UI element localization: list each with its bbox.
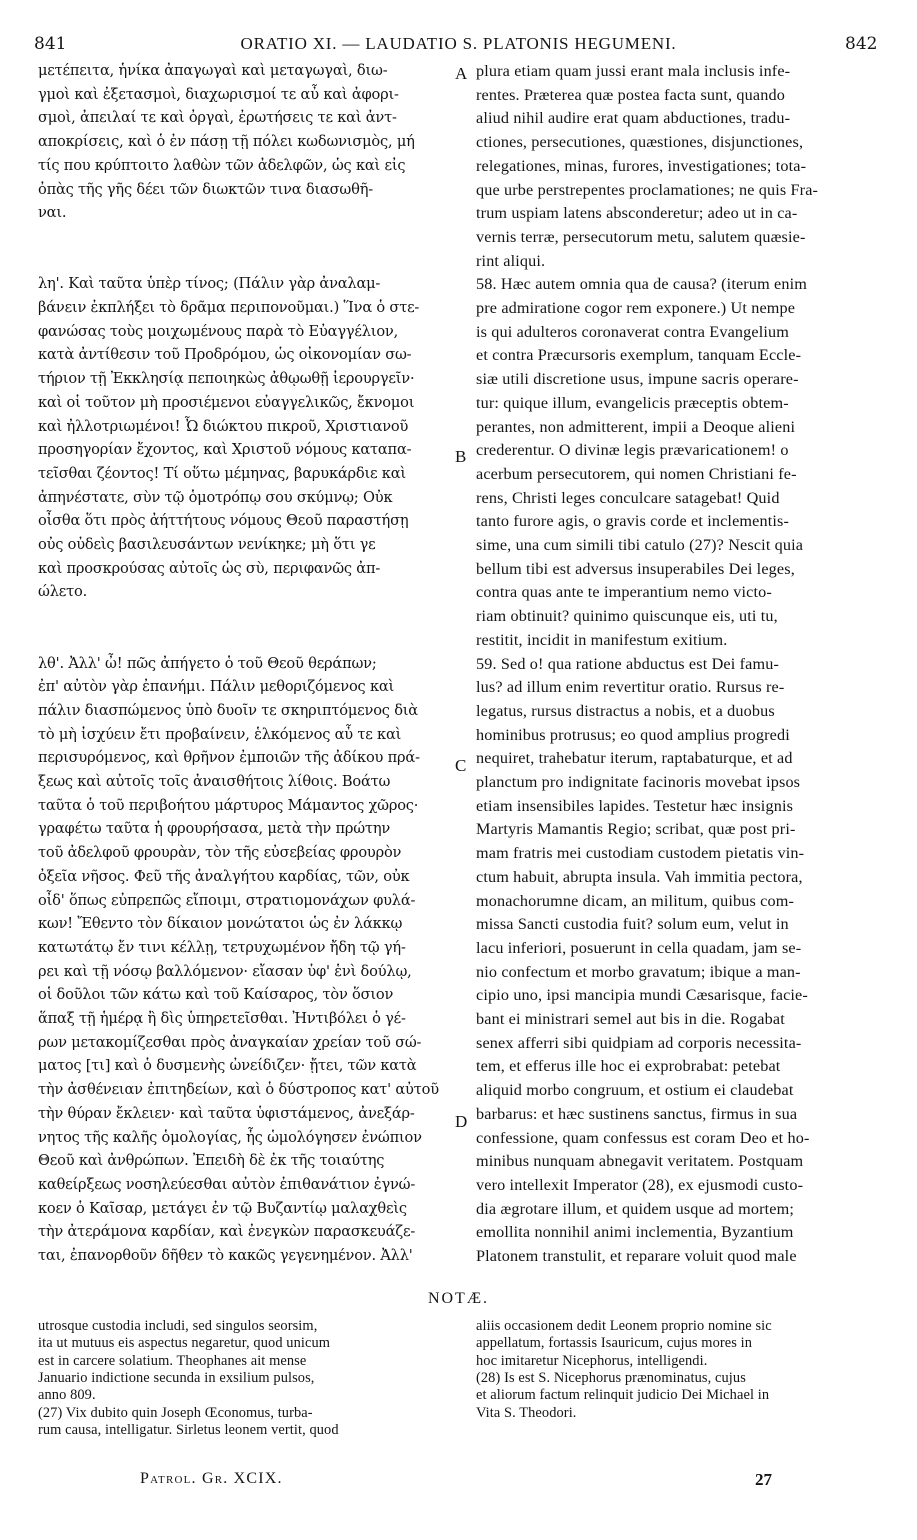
latin-line: bellum tibi est adversus insuperabiles Dei leges, bbox=[476, 559, 795, 578]
greek-line: ἀπηνέστατε, σὺν τῷ ὁμοτρόπῳ σου σκύμνῳ; Οὐκ bbox=[38, 488, 393, 506]
latin-line: missa Sancti custodia fuit? solum eum, velut in bbox=[476, 915, 789, 934]
greek-line: κατωτάτῳ ἔν τινι κέλλῃ, τετρυχωμένον ἤδη τῷ γή- bbox=[38, 938, 406, 956]
greek-line: ρων μετακομίζεσθαι πρὸς ἀναγκαίαν χρείαν τοῦ σώ- bbox=[38, 1033, 422, 1051]
greek-line: ἅπαξ τῇ ἡμέρᾳ ἢ δὶς ὑπηρετεῖσθαι. Ἠντιβόλει ὁ γέ- bbox=[38, 1010, 406, 1027]
latin-line: 58. Hæc autem omnia qua de causa? (iterum enim bbox=[476, 275, 807, 294]
latin-line: mam fratris mei custodiam custodem pietatis vin- bbox=[476, 844, 805, 863]
latin-line: 59. Sed o! qua ratione abductus est Dei famu- bbox=[476, 654, 779, 673]
greek-line: κοεν ὁ Καῖσαρ, μετάγει ἐν τῷ Βυζαντίῳ μαλαχθεὶς bbox=[38, 1199, 407, 1217]
greek-line: τὴν ἀσθένειαν ἐπιτηδείων, καὶ ὁ δύστροπος κατ' αὐτοῦ bbox=[38, 1081, 439, 1099]
latin-line: siæ utili discretione usus, impune sacris operare- bbox=[476, 370, 799, 389]
greek-line: μετέπειτα, ἡνίκα ἀπαγωγαὶ καὶ μεταγωγαὶ, διω- bbox=[38, 62, 388, 79]
greek-line: νητος τῆς καλῆς ὁμολογίας, ἧς ὡμολόγησεν ἐνώπιον bbox=[38, 1128, 422, 1146]
latin-line: aliud nihil audire erat quam abductiones, tradu- bbox=[476, 109, 791, 128]
latin-line: et contra Præcursoris exemplum, tanquam Eccle- bbox=[476, 346, 802, 365]
note-line: ita ut mutuus eis aspectus negaretur, quod unicum bbox=[38, 1335, 331, 1352]
greek-line: προσηγορίαν ἔχοντος, καὶ Χριστοῦ νόμους καταπα- bbox=[38, 441, 412, 459]
greek-line: οἶδ' ὅπως εὐπρεπῶς εἴποιμι, στρατιομονάχων φυλά- bbox=[38, 891, 416, 909]
note-line: est in carcere solatium. Theophanes ait mense bbox=[38, 1352, 307, 1369]
latin-line: monachorumne dicam, an militum, quibus com- bbox=[476, 891, 794, 910]
latin-line: cipio uno, ipsi mancipia mundi Cæsarisque, facie- bbox=[476, 986, 808, 1005]
latin-line: barbarus: et hæc sustinens sanctus, firmus in sua bbox=[476, 1104, 798, 1123]
margin-letter-a: A bbox=[455, 64, 468, 83]
latin-line: nequiret, trahebatur iterum, raptabaturque, et ad bbox=[476, 749, 793, 768]
note-line: hoc imitaretur Nicephorus, intelligendi. bbox=[476, 1352, 708, 1369]
latin-line: lus? ad illum enim revertitur oratio. Rursus re- bbox=[476, 678, 785, 697]
latin-line: hominibus protrusus; eo quod amplius progredi bbox=[476, 725, 790, 744]
greek-line: αποκρίσεις, καὶ ὁ ἐν πάσῃ τῇ πόλει κωδωνισμὸς, μή bbox=[38, 133, 415, 151]
greek-line: καθείρξεως νοσηλεύεσθαι αὐτὸν ἐπιθανάτιον ἐγνώ- bbox=[38, 1175, 416, 1193]
greek-line: πάλιν διασπώμενος ὑπὸ δυοῖν τε σκηριπτόμενος διὰ bbox=[38, 701, 418, 719]
note-line: appellatum, fortassis Isauricum, cujus mores in bbox=[476, 1335, 753, 1352]
latin-line: confessione, quam confessus est coram Deo et ho- bbox=[476, 1128, 810, 1147]
latin-line: legatus, rursus distractus a nobis, et a duobus bbox=[476, 701, 775, 720]
margin-letter-d: D bbox=[455, 1112, 468, 1131]
greek-line: ταῦτα ὁ τοῦ περιβοήτου μάρτυρος Μάμαντος χῶρος· bbox=[38, 796, 419, 814]
greek-line: τίς που κρύπτοιτο λαθὼν τῶν ἀδελφῶν, ὡς καὶ εἰς bbox=[38, 156, 406, 174]
latin-line: planctum pro indignitate facinoris movebat ipsos bbox=[476, 773, 801, 791]
latin-line: trum uspiam latens absconderetur; adeo ut in ca- bbox=[476, 204, 798, 223]
latin-line: is qui adulteros coronaverat contra Evangelium bbox=[476, 322, 790, 341]
latin-line: plura etiam quam jussi erant mala inclusis infe- bbox=[476, 62, 791, 80]
greek-line: βάνειν ἐκπλήξει τὸ δρᾶμα περιπονοῦμαι.) Ἵνα ὁ στε- bbox=[38, 299, 420, 316]
greek-line: τεῖσθαι ζέοντος! Τί οὕτω μέμηνας, βαρυκάρδιε καὶ bbox=[38, 464, 406, 482]
latin-line: riam obtinuit? quinimo quiscunque eis, uti tu, bbox=[476, 607, 778, 626]
greek-line: καὶ οἱ τοῦτον μὴ προσιέμενοι εὐαγγελικῶς, ἔκνομοι bbox=[38, 393, 415, 411]
latin-line: vernis terræ, persecutorum metu, salutem quæsie- bbox=[476, 227, 806, 246]
latin-line: rentes. Præterea quæ postea facta sunt, quando bbox=[476, 85, 785, 104]
greek-line: τὴν ἀτεράμονα καρδίαν, καὶ ἐνεγκὼν παρασκευάζε- bbox=[38, 1223, 416, 1241]
latin-line: rint aliqui. bbox=[476, 251, 546, 270]
latin-line: ctum habuit, abrupta insula. Vah immitia pectora, bbox=[476, 867, 803, 886]
latin-line: tur: quique illum, evangelicis præceptis obtem- bbox=[476, 393, 789, 412]
note-line: Januario indictione secunda in exsilium pulsos, bbox=[38, 1369, 315, 1386]
note-line: (28) Is est S. Nicephorus prænominatus, cujus bbox=[476, 1369, 746, 1386]
greek-line: ώλετο. bbox=[38, 583, 88, 601]
greek-line: κατὰ ἀντίθεσιν τοῦ Προδρόμου, ὡς οἰκονομίαν σω- bbox=[38, 346, 412, 364]
latin-line: senex afferri sibi quidpiam ad corporis necessita- bbox=[476, 1033, 802, 1052]
greek-line: σμοὶ, ἀπειλαί τε καὶ ὀργαὶ, ἐρωτήσεις τε καὶ ἀντ- bbox=[38, 109, 397, 127]
running-title: ORATIO XI. — LAUDATIO S. PLATONIS HEGUMENI. bbox=[240, 34, 677, 53]
notes-heading: NOTÆ. bbox=[427, 1290, 490, 1307]
latin-line: Platonem transtulit, et reparare voluit quod male bbox=[476, 1247, 797, 1265]
greek-line: οἶσθα ὅτι πρὸς ἀήττήτους νόμους Θεοῦ παραστήσῃ bbox=[38, 512, 409, 530]
greek-line: ρει καὶ τῇ νόσῳ βαλλόμενον· εἴασαν ὑφ' ἑνὶ δούλῳ, bbox=[38, 962, 412, 980]
latin-line: Martyris Mamantis Regio; scribat, quæ post pri- bbox=[476, 820, 796, 839]
note-line: utrosque custodia includi, sed singulos seorsim, bbox=[38, 1318, 318, 1334]
greek-line: τοῦ ἀδελφοῦ φρουρὰν, τὸν τῆς εὐσεβείας φρουρὸν bbox=[38, 844, 402, 862]
greek-line: ὀξεῖα νῆσος. Φεῦ τῆς ἀναλγήτου καρδίας, τῶν, οὐκ bbox=[38, 867, 410, 885]
greek-line: γμοὶ καὶ ἐξετασμοὶ, διαχωρισμοί τε αὖ καὶ ἀφορι- bbox=[38, 85, 399, 103]
note-line: et aliorum factum relinquit judicio Dei Michael in bbox=[476, 1387, 770, 1404]
page-number-left: 841 bbox=[34, 34, 67, 54]
note-line: Vita S. Theodori. bbox=[476, 1404, 577, 1421]
note-line: anno 809. bbox=[38, 1387, 96, 1404]
greek-line: ται, ἐπανορθοῦν δῆθεν τὸ κακῶς γεγενημένον. Ἀλλ' bbox=[38, 1247, 413, 1264]
latin-line: tem, et efferus ille hoc ei exprobrabat: petebat bbox=[476, 1057, 781, 1076]
greek-line: οὐς οὐδεὶς βασιλευσάντων νενίκηκε; μὴ ὅτι γε bbox=[38, 536, 376, 553]
greek-line: λη'. Καὶ ταῦτα ὑπὲρ τίνος; (Πάλιν γὰρ ἀναλαμ- bbox=[38, 275, 381, 293]
footer-series-title: Patrol. Gr. XCIX. bbox=[140, 1470, 283, 1487]
latin-line: relegationes, minas, furores, investigationes; tota- bbox=[476, 156, 807, 175]
greek-line: καὶ προσκρούσας αὐτοῖς ὡς σὺ, περιφανῶς ἀπ- bbox=[38, 559, 381, 577]
latin-line: minibus nunquam abnegavit veritatem. Postquam bbox=[476, 1152, 804, 1171]
greek-line: ματος [τι] καὶ ὁ δυσμενὴς ὠνείδιζεν· ᾔτει, τῶν κατὰ bbox=[38, 1057, 417, 1075]
greek-line: περισυρόμενος, καὶ θρῆνον ἐμποιῶν τῆς ἀδίκου πρά- bbox=[38, 749, 420, 767]
note-line: (27) Vix dubito quin Joseph Œconomus, turba- bbox=[38, 1404, 313, 1421]
greek-line: Θεοῦ καὶ ἀνθρώπων. Ἐπειδὴ δὲ ἐκ τῆς τοιαύτης bbox=[38, 1152, 385, 1170]
greek-line: κων! Ἔθεντο τὸν δίκαιον μονώτατοι ὡς ἐν λάκκῳ bbox=[38, 915, 403, 933]
margin-letter-b: B bbox=[455, 447, 467, 466]
note-line: aliis occasionem dedit Leonem proprio nomine sic bbox=[476, 1318, 772, 1334]
greek-line: ἐπ' αὐτὸν γὰρ ἐπανήμι. Πάλιν μεθοριζόμενος καὶ bbox=[38, 678, 395, 696]
latin-line: pre admiratione cogor rem exponere.) Ut nempe bbox=[476, 299, 796, 317]
greek-line: τὴν θύραν ἔκλειεν· καὶ ταῦτα ὑφιστάμενος, ἀνεξάρ- bbox=[38, 1104, 415, 1122]
page-number-right: 842 bbox=[845, 34, 878, 54]
latin-line: contra quas ante te imperantium nemo victo- bbox=[476, 583, 772, 602]
greek-line: τήριον τῇ Ἐκκλησίᾳ πεποιηκὼς ἀθῳωθῇ ἱερουργεῖν· bbox=[38, 370, 415, 388]
greek-line: ξεως καὶ αὐτοῖς τοῖς ἀναισθήτοις λίθοις. Βοάτω bbox=[38, 773, 391, 790]
latin-line: nio confectum et morbo gravatum; ibique a man- bbox=[476, 962, 801, 981]
latin-line: que urbe perstrepentes proclamationes; ne quis Fra- bbox=[476, 180, 819, 199]
latin-line: etiam insensibiles lapides. Testetur hæc insignis bbox=[476, 796, 794, 815]
latin-line: ctiones, persecutiones, quæstiones, disjunctiones, bbox=[476, 133, 804, 152]
latin-line: rens, Christi leges conculcare satagebat! Quid bbox=[476, 488, 780, 507]
latin-line: dia ægrotare illum, et quidem usque ad mortem; bbox=[476, 1199, 794, 1218]
footer-signature: 27 bbox=[755, 1470, 772, 1489]
note-line: rum causa, intelligatur. Sirletus leonem vertit, quod bbox=[38, 1421, 339, 1438]
latin-line: perantes, non admitterent, impii a Deoque alieni bbox=[476, 417, 796, 436]
greek-line: γραφέτω ταῦτα ἡ φρουρήσασα, μετὰ τὴν πρώτην bbox=[38, 820, 391, 838]
latin-line: sime, una cum simili tibi catulo (27)? Nescit quia bbox=[476, 536, 804, 554]
latin-line: lacu inferiori, posuerunt in cella quadam, jam se- bbox=[476, 938, 802, 957]
margin-letter-c: C bbox=[455, 756, 467, 775]
latin-line: aliquid morbo congruum, et ostium ei claudebat bbox=[476, 1081, 794, 1100]
greek-line: τὸ μὴ ἰσχύειν ἔτι προβαίνειν, ἑλκόμενος αὖ τε καὶ bbox=[38, 725, 402, 743]
latin-line: emollita nonnihil animi inclementia, Byzantium bbox=[476, 1223, 794, 1242]
running-header bbox=[0, 12, 917, 54]
latin-line: acerbum persecutorem, qui nomen Christiani fe- bbox=[476, 464, 797, 483]
greek-line: οἱ δοῦλοι τῶν κάτω καὶ τοῦ Καίσαρος, τὸν ὅσιον bbox=[38, 986, 394, 1004]
latin-line: bant ei ministrari semel aut bis in die. Rogabat bbox=[476, 1010, 785, 1028]
latin-line: restitit, incidit in manifestum exitium. bbox=[476, 630, 728, 649]
greek-line: ναι. bbox=[38, 204, 67, 222]
greek-line: λθ'. Ἀλλ' ὦ! πῶς ἀπήγετο ὁ τοῦ Θεοῦ θεράπων; bbox=[38, 654, 377, 672]
greek-line: ὀπὰς τῆς γῆς δέει τῶν διωκτῶν τινα διασωθῆ- bbox=[38, 180, 373, 198]
greek-line: φανώσας τοὺς μοιχωμένους παρὰ τὸ Εὐαγγέλιον, bbox=[38, 322, 399, 340]
latin-line: vero intellexit Imperator (28), ex ejusmodi custo- bbox=[476, 1175, 804, 1194]
latin-line: crederentur. O divinæ legis prævaricationem! o bbox=[476, 441, 789, 460]
greek-line: καὶ ἠλλοτριωμένοι! Ὦ διώκτου πικροῦ, Χριστιανοῦ bbox=[38, 417, 409, 435]
latin-line: tanto furore agis, o gravis corde et inclementis- bbox=[476, 512, 790, 531]
